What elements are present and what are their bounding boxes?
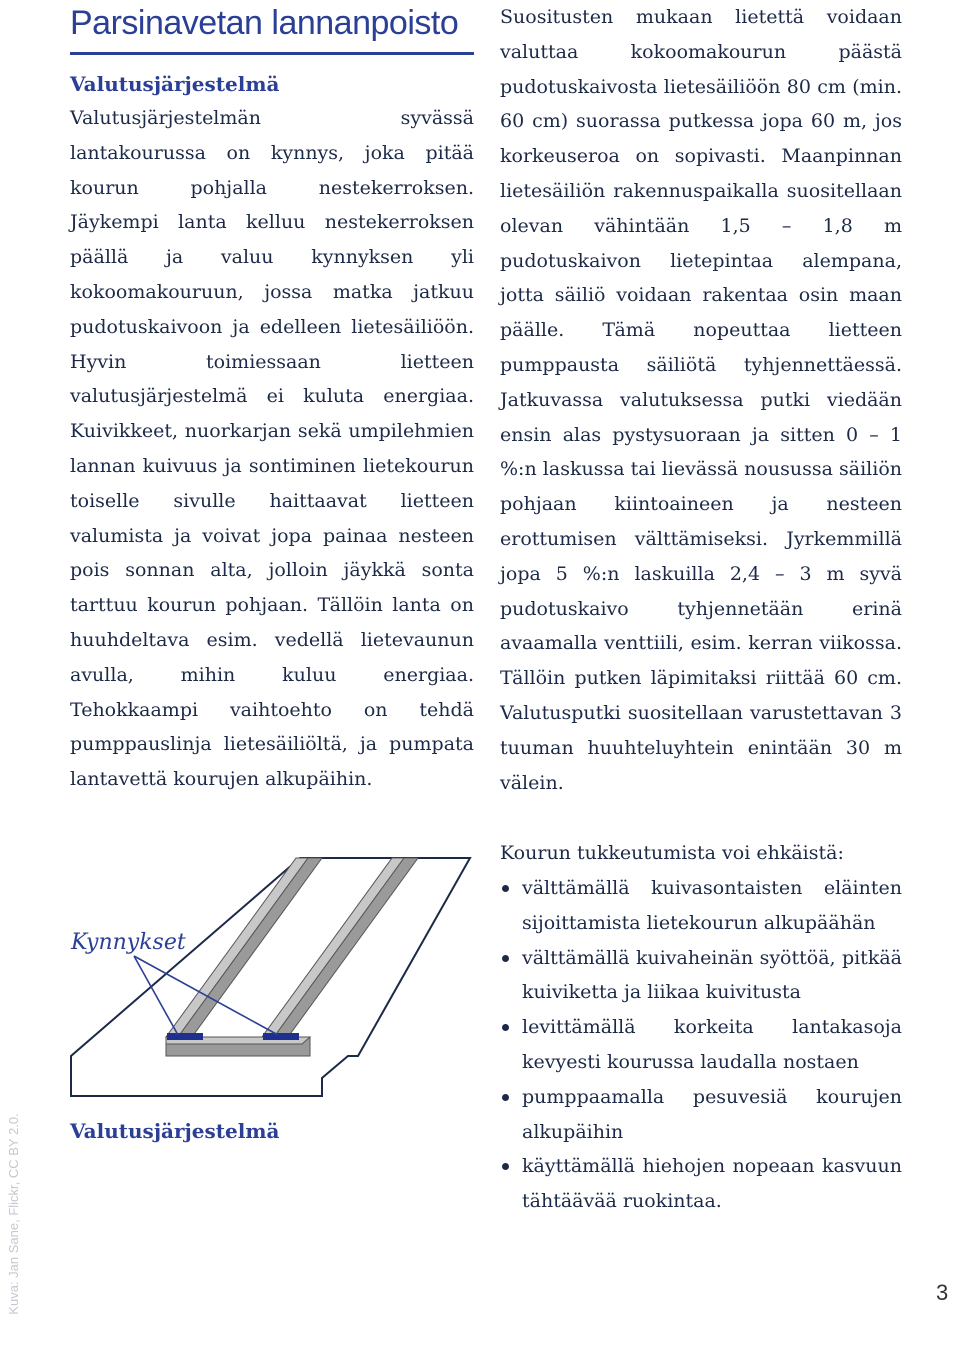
bullet-icon — [502, 955, 509, 962]
gutter-system-diagram — [66, 852, 480, 1108]
list-item: pumppaamalla pesuvesiä kourujen alkupäihin — [500, 1080, 902, 1150]
bullet-icon — [502, 1163, 509, 1170]
title-rule — [70, 52, 474, 55]
list-intro: Kourun tukkeutumista voi ehkäistä: — [500, 842, 844, 864]
bullet-icon — [502, 1024, 509, 1031]
bullet-icon — [502, 1094, 509, 1101]
thresholds-label: Kynnykset — [71, 930, 186, 955]
list-item: käyttämällä hiehojen nopeaan kasvuun tähtäävää ruokintaa. — [500, 1149, 902, 1219]
image-credit: Kuva: Jan Sane, Flickr, CC BY 2.0. — [6, 1113, 21, 1315]
left-column-text: Valutusjärjestelmän syvässä lantakourussa on kynnys, joka pitää kourun pohjalla nestekerroksen. Jäykempi lanta kelluu nestekerroksen päällä ja valuu kynnyksen yli kokoomakouruun, jossa matka jatkuu pudotuskaivoon ja edelleen lietesäiliöön. Hyvin toimiessaan lietteen valutusjärjestelmä ei kuluta energiaa. Kuivikkeet, nuorkarjan sekä umpilehmien lannan kuivuus ja sontiminen lietekourun toiselle sivulle haittaavat lietteen valumista ja voivat jopa painaa nesteen pois sonnan alta, jolloin jäykkä sonta tarttuu kourun pohjaan. Tällöin lanta on huuhdeltava esim. vedellä lietevaunun avulla, mihin kuluu energiaa. Tehokkaampi vaihtoehto on tehdä pumppauslinja lietesäiliöltä, ja pumpata lantavettä kourujen alkupäihin. — [70, 107, 474, 791]
section-heading: Valutusjärjestelmä — [70, 72, 280, 96]
right-column-text: Suositusten mukaan lietettä voidaan valuttaa kokoomakourun päästä pudotuskaivosta lietesäiliöön 80 cm (min. 60 cm) suorassa putkessa jopa 60 m, jos korkeuseroa on sopivasti. Maanpinnan lietesäiliön rakennuspaikalla suositellaan olevan vähintään 1,5 – 1,8 m pudotuskaivon lietepintaa alempana, jotta säiliö voidaan rakentaa osin maan päälle. Tämä nopeuttaa lietteen pumppausta säiliötä tyhjennettäessä. Jatkuvassa valutuksessa putki viedään ensin alas pystysuoraan ja sitten 0 – 1 %:n laskussa tai lievässä nousussa säiliön pohjaan kiintoaineen ja nesteen erottumisen välttämiseksi. Jyrkemmillä jopa 5 %:n laskuilla 2,4 – 3 m syvä pudotuskaivo tyhjennetään erinä avaamalla venttiili, esim. kerran viikossa. Tällöin putken läpimitaksi riittää 60 cm. Valutusputki suositellaan varustettavan 3 tuuman huuhteluyhtein enintään 30 m välein. — [500, 6, 902, 794]
threshold-right — [263, 1033, 299, 1040]
list-item: välttämällä kuivaheinän syöttöä, pitkää kuiviketta ja liikaa kuivitusta — [500, 941, 902, 1011]
bullet-icon — [502, 885, 509, 892]
figure-caption: Valutusjärjestelmä — [70, 1119, 280, 1143]
page-title: Parsinavetan lannanpoisto — [70, 4, 459, 42]
page-number: 3 — [936, 1280, 949, 1305]
threshold-left — [167, 1033, 203, 1040]
prevention-list — [500, 871, 902, 1219]
list-item: välttämällä kuivasontaisten eläinten sijoittamista lietekourun alkupäähän — [500, 871, 902, 941]
list-item: levittämällä korkeita lantakasoja kevyesti kourussa laudalla nostaen — [500, 1010, 902, 1080]
